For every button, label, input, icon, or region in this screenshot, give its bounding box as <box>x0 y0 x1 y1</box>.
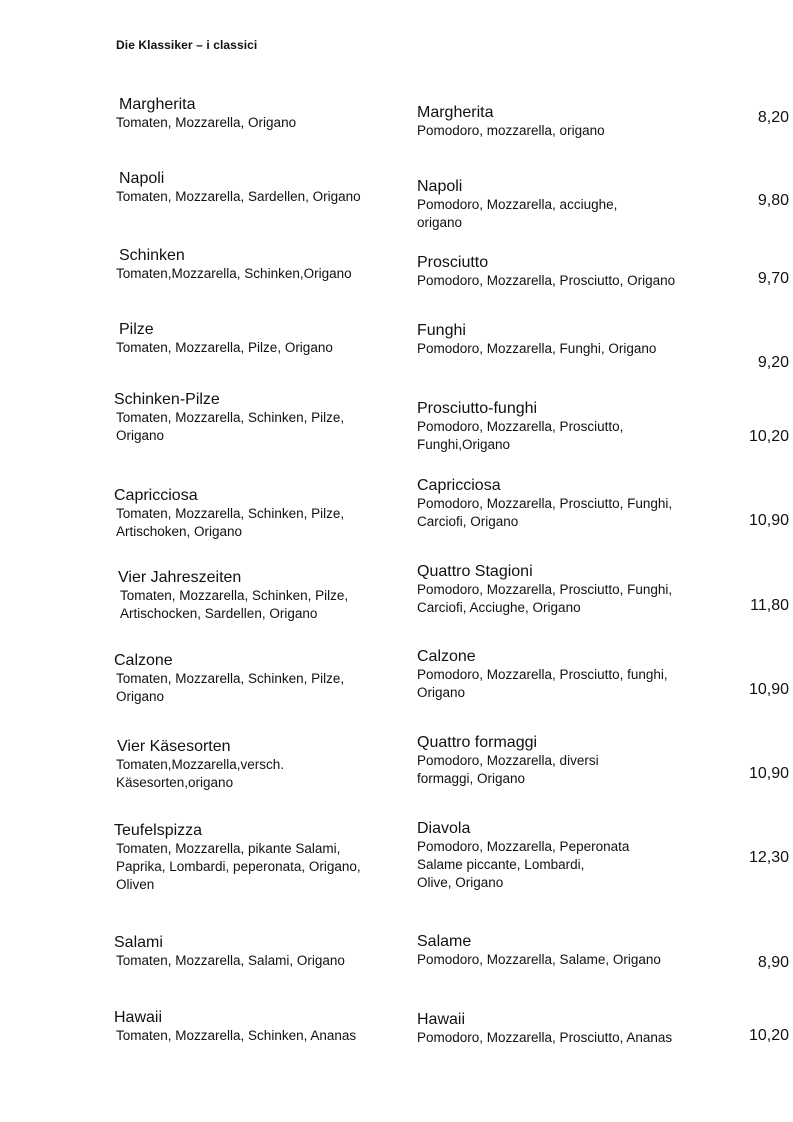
german-pizza-name: Vier Jahreszeiten <box>118 569 242 586</box>
italian-ingredients: Pomodoro, Mozzarella, Prosciutto, Origano <box>417 273 676 288</box>
german-ingredients: Tomaten,Mozzarella, Schinken,Origano <box>116 266 352 281</box>
italian-pizza-name: Prosciutto <box>417 254 489 271</box>
italian-description <box>417 476 717 531</box>
italian-ingredients: Pomodoro, Mozzarella, Peperonata Salame piccante, Lombardi, Olive, Origano <box>417 839 630 890</box>
italian-ingredients: Pomodoro, Mozzarella, diversi formaggi, Origano <box>417 753 599 786</box>
german-ingredients: Tomaten, Mozzarella, Pilze, Origano <box>116 340 333 355</box>
italian-description <box>417 562 717 617</box>
italian-description <box>417 819 717 892</box>
price: 8,90 <box>757 954 789 971</box>
price: 9,70 <box>757 270 789 287</box>
german-ingredients: Tomaten, Mozzarella, pikante Salami, Paprika, Lombardi, peperonata, Origano, Oliven <box>116 841 361 892</box>
italian-description <box>417 103 717 140</box>
italian-description <box>417 733 717 788</box>
italian-description <box>417 253 717 290</box>
german-pizza-name: Pilze <box>119 321 154 338</box>
price: 10,90 <box>748 681 789 698</box>
italian-pizza-name: Funghi <box>417 322 466 339</box>
german-description <box>118 568 403 623</box>
italian-description <box>417 177 717 232</box>
italian-pizza-name: Diavola <box>417 820 471 837</box>
german-description <box>116 95 401 132</box>
price: 9,80 <box>757 192 789 209</box>
italian-ingredients: Pomodoro, Mozzarella, Prosciutto, Funghi, Carciofi, Origano <box>417 496 673 529</box>
italian-pizza-name: Salame <box>417 933 472 950</box>
price: 10,90 <box>748 512 789 529</box>
german-ingredients: Tomaten, Mozzarella, Sardellen, Origano <box>116 189 361 204</box>
italian-pizza-name: Quattro formaggi <box>417 734 538 751</box>
german-pizza-name: Schinken <box>119 247 185 264</box>
german-description <box>114 486 399 541</box>
german-pizza-name: Margherita <box>119 96 196 113</box>
german-pizza-name: Schinken-Pilze <box>114 391 220 408</box>
german-description <box>114 651 399 706</box>
german-ingredients: Tomaten, Mozzarella, Schinken, Pilze, Origano <box>116 410 345 443</box>
italian-pizza-name: Napoli <box>417 178 463 195</box>
italian-pizza-name: Prosciutto-funghi <box>417 400 538 417</box>
italian-ingredients: Pomodoro, Mozzarella, Prosciutto, Funghi,Origano <box>417 419 624 452</box>
italian-pizza-name: Quattro Stagioni <box>417 563 533 580</box>
german-pizza-name: Calzone <box>114 652 173 669</box>
german-description <box>114 1008 399 1045</box>
italian-description <box>417 932 717 969</box>
italian-ingredients: Pomodoro, mozzarella, origano <box>417 123 605 138</box>
german-description <box>116 169 401 206</box>
german-ingredients: Tomaten, Mozzarella, Schinken, Pilze, Artischocken, Sardellen, Origano <box>120 588 349 621</box>
german-description <box>116 246 401 283</box>
price: 10,20 <box>748 1027 789 1044</box>
german-ingredients: Tomaten, Mozzarella, Origano <box>116 115 297 130</box>
price: 10,20 <box>748 428 789 445</box>
german-ingredients: Tomaten, Mozzarella, Salami, Origano <box>116 953 345 968</box>
german-pizza-name: Napoli <box>119 170 165 187</box>
italian-pizza-name: Calzone <box>417 648 476 665</box>
italian-description <box>417 321 717 358</box>
german-description <box>114 933 399 970</box>
page-title: Die Klassiker – i classici <box>116 38 258 52</box>
price: 12,30 <box>748 849 789 866</box>
german-pizza-name: Teufelspizza <box>114 822 203 839</box>
italian-ingredients: Pomodoro, Mozzarella, Prosciutto, Ananas <box>417 1030 673 1045</box>
italian-description <box>417 399 717 454</box>
price: 10,90 <box>748 765 789 782</box>
italian-description <box>417 1010 717 1047</box>
italian-description <box>417 647 717 702</box>
italian-ingredients: Pomodoro, Mozzarella, Funghi, Origano <box>417 341 657 356</box>
german-pizza-name: Salami <box>114 934 163 951</box>
german-description <box>114 390 399 445</box>
german-pizza-name: Vier Käsesorten <box>117 738 231 755</box>
german-ingredients: Tomaten, Mozzarella, Schinken, Pilze, Origano <box>116 671 345 704</box>
german-ingredients: Tomaten, Mozzarella, Schinken, Ananas <box>116 1028 357 1043</box>
italian-pizza-name: Capricciosa <box>417 477 501 494</box>
italian-ingredients: Pomodoro, Mozzarella, acciughe, origano <box>417 197 618 230</box>
german-ingredients: Tomaten,Mozzarella,versch. Käsesorten,origano <box>116 757 285 790</box>
italian-ingredients: Pomodoro, Mozzarella, Salame, Origano <box>417 952 661 967</box>
price: 9,20 <box>757 354 789 371</box>
italian-pizza-name: Hawaii <box>417 1011 466 1028</box>
german-ingredients: Tomaten, Mozzarella, Schinken, Pilze, Artischoken, Origano <box>116 506 345 539</box>
price: 8,20 <box>757 109 789 126</box>
german-description <box>117 737 402 792</box>
price: 11,80 <box>750 597 789 614</box>
german-description <box>114 821 399 894</box>
italian-ingredients: Pomodoro, Mozzarella, Prosciutto, Funghi, Carciofi, Acciughe, Origano <box>417 582 673 615</box>
german-description <box>116 320 401 357</box>
italian-ingredients: Pomodoro, Mozzarella, Prosciutto, funghi, Origano <box>417 667 668 700</box>
italian-pizza-name: Margherita <box>417 104 494 121</box>
german-pizza-name: Capricciosa <box>114 487 198 504</box>
german-pizza-name: Hawaii <box>114 1009 163 1026</box>
